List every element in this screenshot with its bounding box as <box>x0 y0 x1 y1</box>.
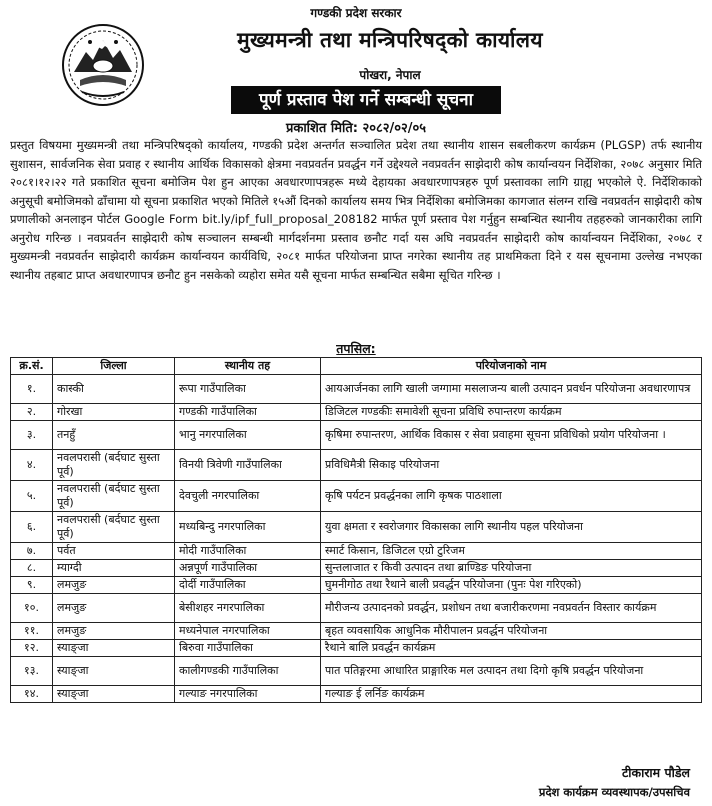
table-row <box>11 623 702 640</box>
cell-district: लमजुङ <box>53 577 175 594</box>
cell-project: कृषि पर्यटन प्रवर्द्धनका लागि कृषक पाठशाला <box>321 481 702 512</box>
notice-title-banner: पूर्ण प्रस्ताव पेश गर्ने सम्बन्धी सूचना <box>231 86 501 114</box>
cell-local-level: बेसीशहर नगरपालिका <box>175 594 321 623</box>
cell-sn: १. <box>11 375 53 404</box>
cell-district: तनहुँ <box>53 421 175 450</box>
cell-district: कास्की <box>53 375 175 404</box>
cell-sn: ३. <box>11 421 53 450</box>
table-row <box>11 657 702 686</box>
cell-sn: १४. <box>11 686 53 703</box>
cell-project: मौरीजन्य उत्पादनको प्रवर्द्धन, प्रशोधन तथा बजारीकरणमा नवप्रवर्तन विस्तार कार्यक्रम <box>321 594 702 623</box>
cell-sn: ८. <box>11 560 53 577</box>
cell-project: घुमनीगोठ तथा रैथाने बाली प्रवर्द्धन परियोजना (पुनः पेश गरिएको) <box>321 577 702 594</box>
cell-local-level: मध्यबिन्दु नगरपालिका <box>175 512 321 543</box>
cell-project: डिजिटल गण्डकीः समावेशी सूचना प्रविधि रुपान्तरण कार्यक्रम <box>321 404 702 421</box>
cell-local-level: गल्याङ नगरपालिका <box>175 686 321 703</box>
cell-district: म्याग्दी <box>53 560 175 577</box>
cell-sn: २. <box>11 404 53 421</box>
cell-sn: ७. <box>11 543 53 560</box>
cell-sn: १०. <box>11 594 53 623</box>
table-row <box>11 375 702 404</box>
column-header-sn: क्र.सं. <box>11 358 53 375</box>
cell-district: स्याङ्जा <box>53 640 175 657</box>
cell-local-level: भानु नगरपालिका <box>175 421 321 450</box>
cell-district: नवलपरासी (बर्दघाट सुस्ता पूर्व) <box>53 481 175 512</box>
schedule-table <box>10 357 702 703</box>
government-name: गण्डकी प्रदेश सरकार <box>310 6 402 20</box>
table-row <box>11 543 702 560</box>
table-row <box>11 577 702 594</box>
cell-sn: ११. <box>11 623 53 640</box>
cell-project: गल्याङ ई लर्निङ कार्यक्रम <box>321 686 702 703</box>
schedule-heading: तपसिल: <box>336 341 376 356</box>
cell-sn: १२. <box>11 640 53 657</box>
cell-local-level: देवचुली नगरपालिका <box>175 481 321 512</box>
table-row <box>11 481 702 512</box>
cell-local-level: दोर्दी गाउँपालिका <box>175 577 321 594</box>
column-header-project: परियोजनाको नाम <box>321 358 702 375</box>
cell-local-level: मोदी गाउँपालिका <box>175 543 321 560</box>
table-row <box>11 560 702 577</box>
column-header-local-level: स्थानीय तह <box>175 358 321 375</box>
cell-local-level: विनयी त्रिवेणी गाउँपालिका <box>175 450 321 481</box>
office-address: पोखरा, नेपाल <box>359 68 421 82</box>
cell-sn: ९. <box>11 577 53 594</box>
signer-name: टीकाराम पौडेल <box>621 765 690 780</box>
cell-sn: ४. <box>11 450 53 481</box>
table-row <box>11 512 702 543</box>
cell-district: नवलपरासी (बर्दघाट सुस्ता पूर्व) <box>53 450 175 481</box>
cell-local-level: रूपा गाउँपालिका <box>175 375 321 404</box>
cell-sn: ५. <box>11 481 53 512</box>
office-title: मुख्यमन्त्री तथा मन्त्रिपरिषद्को कार्यालय <box>237 28 543 52</box>
cell-local-level: मध्यनेपाल नगरपालिका <box>175 623 321 640</box>
notice-body-paragraph: प्रस्तुत विषयमा मुख्यमन्त्री तथा मन्त्रिपरिषद्को कार्यालय, गण्डकी प्रदेश अन्तर्गत सञ्चालित प्रदेश तथा स्थानीय शासन सबलीकरण कार्यक्रम (PLGSP) तर्फ स्थानीय सुशासन, सार्वजनिक सेवा प्रवाह र स्थानीय आर्थिक विकासको क्षेत्रमा नवप्रवर्तन प्रवर्द्धन गर्ने उद्देश्यले नवप्रवर्तन साझेदारी कोष कार्यान्वयन निर्देशिका, २०७८ अनुसार मिति २०८१।१२।२२ गते प्रकाशित सूचना बमोजिम पेश हुन आएका अवधारणापत्रहरू मध्ये देहायका अवधारणापत्रहरु पूर्ण प्रस्तावका लागि ग्राह्य भएकोले ऐ. निर्देशिकाको अनुसूची बमोजिमको ढाँचामा यो सूचना प्रकाशित भएको मितिले १५औं दिनको कार्यालय समय भित्र निर्देशिका बमोजिमका कागजात संलग्न राखि नवप्रवर्तन साझेदारी कोष प्रणालीको अनलाइन पोर्टल Google Form bit.ly/ipf_full_proposal_208182 मार्फत पूर्ण प्रस्ताव पेश गर्नुहुन सम्बन्धित स्थानीय तहहरुको जानकारीका लागि अनुरोध गरिन्छ । नवप्रवर्तन साझेदारी कोष सञ्चालन सम्बन्धी मार्गदर्शनमा प्रस्ताव छनौट गर्दा यस अघि नवप्रवर्तन साझेदारी कोष कार्यान्वयन निर्देशिका, २०७८ र मुख्यमन्त्री नवप्रवर्तन साझेदारी कार्यक्रम कार्यान्वयन कार्यविधि, २०८१ मार्फत परियोजना प्राप्त नगरेका स्थानीय तह प्राथमिकता दिने र यस सूचनामा उल्लेख नभएका स्थानीय तहबाट प्राप्त अवधारणापत्र छनौट हुन नसकेको व्यहोरा समेत यसै सूचना मार्फत सम्बन्धित सबैमा सूचित गरिन्छ । <box>10 138 702 282</box>
cell-project: युवा क्षमता र स्वरोजगार विकासका लागि स्थानीय पहल परियोजना <box>321 512 702 543</box>
table-row <box>11 421 702 450</box>
cell-district: लमजुङ <box>53 623 175 640</box>
cell-sn: १३. <box>11 657 53 686</box>
table-row <box>11 640 702 657</box>
cell-district: पर्वत <box>53 543 175 560</box>
table-row <box>11 686 702 703</box>
publish-date: प्रकाशित मिति: २०८२/०२/०५ <box>285 121 427 136</box>
table-row <box>11 450 702 481</box>
cell-local-level: गण्डकी गाउँपालिका <box>175 404 321 421</box>
cell-local-level: कालीगण्डकी गाउँपालिका <box>175 657 321 686</box>
cell-local-level: अन्नपूर्ण गाउँपालिका <box>175 560 321 577</box>
cell-district: गोरखा <box>53 404 175 421</box>
cell-project: कृषिमा रुपान्तरण, आर्थिक विकास र सेवा प्रवाहमा सूचना प्रविधिको प्रयोग परियोजना । <box>321 421 702 450</box>
cell-sn: ६. <box>11 512 53 543</box>
cell-project: सुन्तलाजात र किवी उत्पादन तथा ब्राण्डिङ परियोजना <box>321 560 702 577</box>
cell-project: स्मार्ट किसान, डिजिटल एग्रो टुरिजम <box>321 543 702 560</box>
cell-district: लमजुङ <box>53 594 175 623</box>
cell-project: आयआर्जनका लागि खाली जग्गामा मसलाजन्य बाली उत्पादन प्रवर्धन परियोजना अवधारणापत्र <box>321 375 702 404</box>
cell-project: प्रविधिमैत्री सिकाइ परियोजना <box>321 450 702 481</box>
table-row <box>11 594 702 623</box>
cell-project: रैथाने बालि प्रवर्द्धन कार्यक्रम <box>321 640 702 657</box>
cell-district: स्याङ्जा <box>53 686 175 703</box>
table-header-row <box>11 358 702 375</box>
cell-project: पात पतिङ्गरमा आधारित प्राङ्गारिक मल उत्पादन तथा दिगो कृषि प्रवर्द्धन परियोजना <box>321 657 702 686</box>
nepal-coat-of-arms-icon <box>60 22 146 108</box>
cell-district: नवलपरासी (बर्दघाट सुस्ता पूर्व) <box>53 512 175 543</box>
signature-block <box>0 764 690 800</box>
cell-project: बृहत व्यवसायिक आधुनिक मौरीपालन प्रवर्द्धन परियोजना <box>321 623 702 640</box>
signer-title: प्रदेश कार्यक्रम व्यवस्थापक/उपसचिव <box>538 785 690 799</box>
table-row <box>11 404 702 421</box>
schedule-table-body <box>11 375 702 703</box>
column-header-district: जिल्ला <box>53 358 175 375</box>
cell-local-level: बिरुवा गाउँपालिका <box>175 640 321 657</box>
cell-district: स्याङ्जा <box>53 657 175 686</box>
